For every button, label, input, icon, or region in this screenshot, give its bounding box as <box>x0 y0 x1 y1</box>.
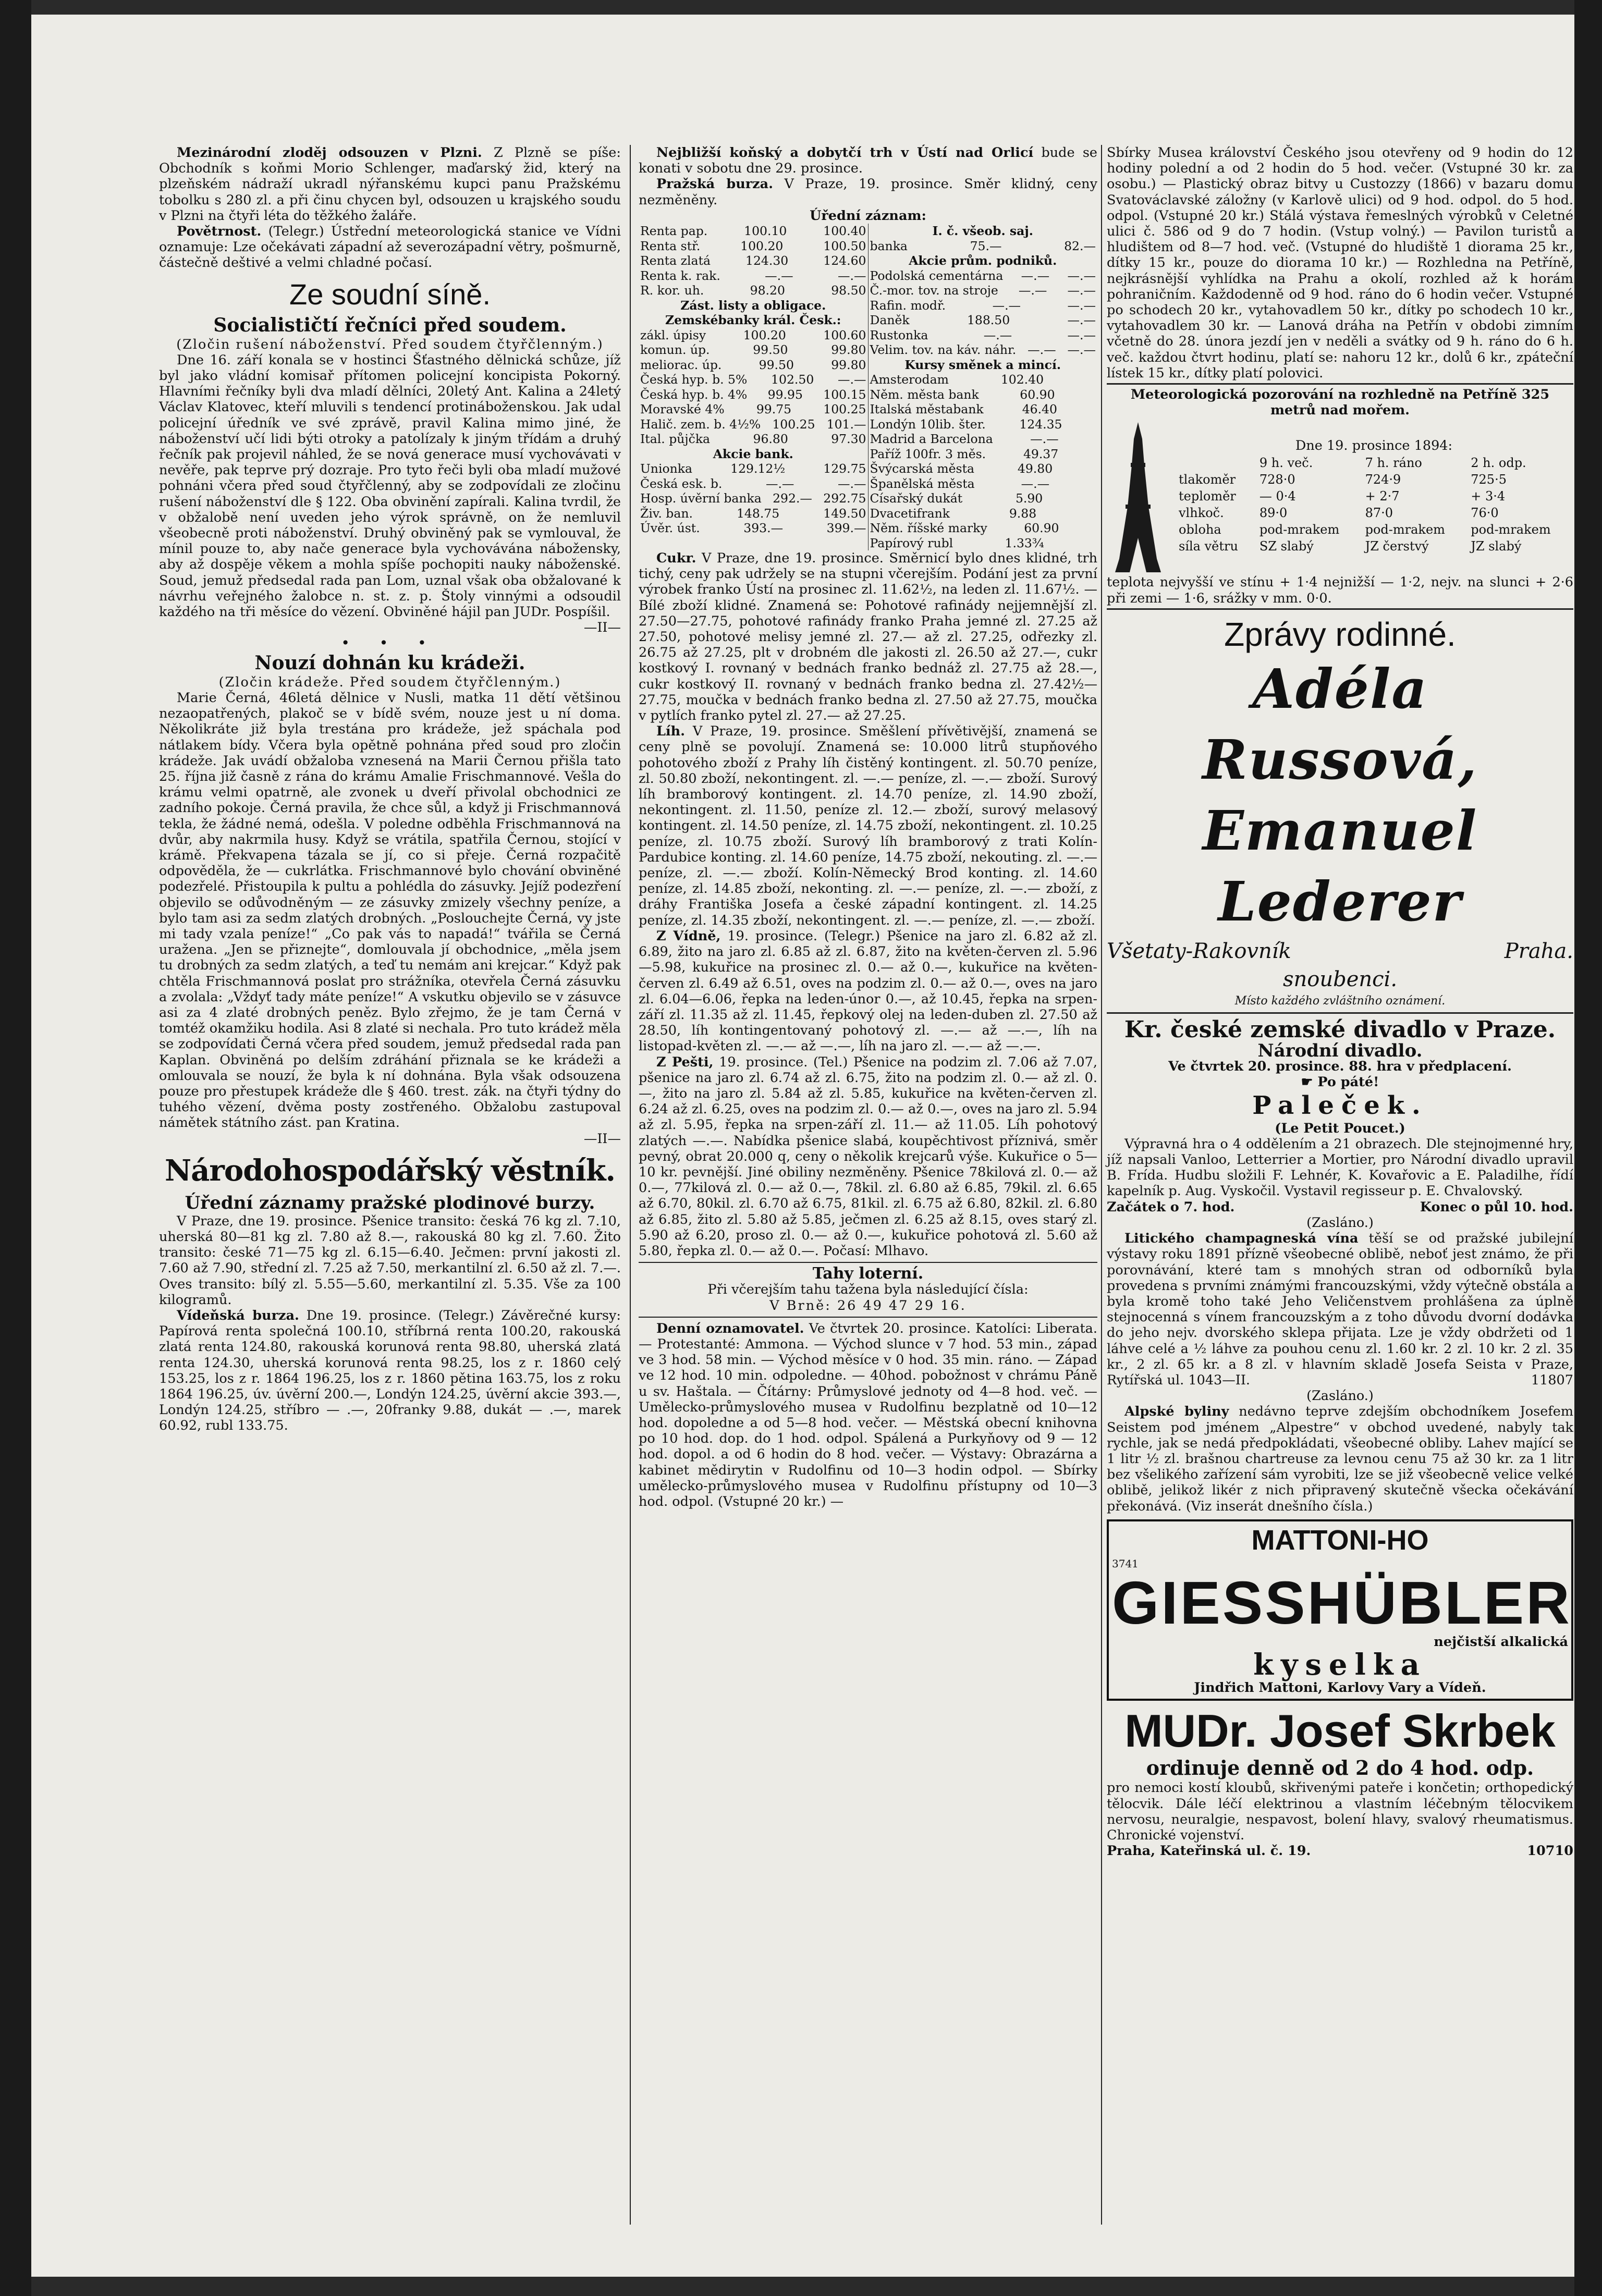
meteo-cell: teploměr <box>1179 488 1236 504</box>
theatre-date: Ve čtvrtek 20. prosince. 88. hra v předplacení. <box>1168 1059 1512 1075</box>
economy-heading: Národohospodářský věstník. <box>164 1153 616 1188</box>
prague-bourse <box>639 176 1097 207</box>
rate-left-row <box>640 387 866 402</box>
rate-left-cell: Česká hyp. b. 5% <box>640 372 748 387</box>
place-1: Všetaty-Rakovník <box>1107 939 1291 963</box>
rate-right-cell: Italská městabank <box>870 402 984 417</box>
rate-right-cell: Něm. říšské marky <box>870 521 987 536</box>
theatre-subtitle: Národní divadlo. <box>1257 1040 1423 1062</box>
rate-left-row <box>640 342 866 358</box>
rate-left-cell: 100.25 <box>772 416 815 432</box>
rate-left-cell: 99.95 <box>767 387 803 402</box>
rate-left-cell: 100.20 <box>743 327 786 342</box>
article-thief-title: Mezinárodní zloděj odsouzen v Plzni. <box>177 145 482 161</box>
meteo-hour-2: 7 h. ráno <box>1365 455 1422 470</box>
sugar-title: Cukr. <box>656 550 696 567</box>
rate-right-cell: Daněk <box>870 313 910 328</box>
rate-right-row <box>870 417 1096 432</box>
rate-left-cell: 99.80 <box>831 342 866 358</box>
rate-right-cell: Španělská města <box>870 476 975 491</box>
rate-left-row <box>640 313 866 328</box>
rate-right-cell: 82.— <box>1064 238 1096 253</box>
rate-left-cell: Zást. listy a obligace. <box>680 298 826 313</box>
rate-right-row <box>870 506 1096 521</box>
rate-left-row <box>640 239 866 254</box>
rate-left-cell: Renta zlatá <box>640 253 711 268</box>
rate-left-cell: Úvěr. úst. <box>640 521 700 536</box>
article-weather-title: Povětrnost. <box>177 224 262 240</box>
rate-left-cell: Moravské 4% <box>640 402 725 417</box>
rate-right-cell: —.— <box>992 298 1021 313</box>
rate-left-cell: 100.20 <box>740 238 784 253</box>
rate-right-cell: 1.33¾ <box>1005 535 1044 550</box>
meteo-hour-1: 9 h. več. <box>1259 455 1313 470</box>
rate-right-cell: Rafin. modř. <box>870 298 946 313</box>
pest-grain-title: Z Pešti, <box>656 1054 714 1070</box>
rate-right-cell: Amsterodam <box>870 372 949 387</box>
rate-right-cell: 49.80 <box>1017 461 1053 476</box>
meteo-extra: teplota nejvyšší ve stínu + 1·4 nejnižší — 1·2, nejv. na slunci + 2·6 při zemi — 1·6, srážky v mm. 0·0. <box>1107 574 1573 606</box>
rate-right-cell: Papírový rubl <box>870 535 953 550</box>
zaslano-1: (Zasláno.) <box>1306 1214 1374 1231</box>
rate-left-cell: 101.— <box>826 416 866 432</box>
court-heading: Ze soudní síně. <box>289 277 491 311</box>
ad-alpine <box>1107 1404 1573 1514</box>
theatre-title: Kr. české zemské divadlo v Praze. <box>1124 1016 1556 1043</box>
spirit-title: Líh. <box>656 723 686 740</box>
mattoni-number: 3741 <box>1112 1557 1139 1570</box>
meteo-row <box>1176 522 1572 537</box>
rate-left-cell: 292.75 <box>823 491 866 506</box>
separator-dots: • • • <box>341 634 439 652</box>
rate-right-cell: Č.-mor. tov. na stroje <box>870 283 998 298</box>
rate-left-cell: 100.40 <box>823 224 866 239</box>
lottery-numbers: V Brně: 26 49 47 29 16. <box>769 1297 967 1313</box>
article-thief-text: Z Plzně se píše: Obchodník s koňmi Morio Schlenger, maďarský žid, který na plzeňském nádraží ukradl nýřanskému kupci panu Pražskému tobolku s 280 zl. a při činu chycen byl, odsouzen u krajského soudu v Plzni na čtyři léta do těžkého žaláře. <box>159 145 621 224</box>
meteo-cell: 724·9 <box>1365 472 1401 487</box>
rate-right-cell: 60.90 <box>1020 387 1055 402</box>
lottery-text: Při včerejším tahu tažena byla následující čísla: <box>707 1282 1029 1298</box>
engaged-places <box>1107 937 1573 965</box>
rate-right-cell: 46.40 <box>1022 402 1057 417</box>
rate-right-cell: —.— <box>1030 432 1059 447</box>
rate-left-cell: 292.— <box>773 491 812 506</box>
vienna-grain-title: Z Vídně, <box>656 928 721 944</box>
rate-left-row <box>640 253 866 268</box>
rate-left-cell: meliorac. úp. <box>640 357 722 372</box>
ad-champagne-text: těší se od pražské jubilejní výstavy roku 1891 přízně všeobecné oblibě, neboť jest známo, že při porovnávání, které tam s mnohých stran od odborníků byla provedena s prvními známými francouzskými, vždy výtečně obstála a byla kromě toho také Jeho Veličenstvem prohlášena za úplně stejnocenná s vínem francouzským a z toho důvodu dvorní dodávka do jeho nejv. dvorského sklepa přijata. Lze je vždy obdržeti od 1 láhve celé a ½ láhve za pouhou cenu zl. 1.60 kr. 2 zl. 10 kr. 2 zl. 35 kr., 2 zl. 65 kr. a 8 zl. v hlavním skladě Josefa Seista v Praze, Rytířská ul. 1043—II. <box>1107 1231 1573 1388</box>
rate-left-cell: Renta k. rak. <box>640 268 720 283</box>
rate-right-row <box>870 461 1096 476</box>
rate-right-cell: 124.35 <box>1019 416 1062 432</box>
rate-left-cell: 99.50 <box>753 342 788 358</box>
doctor-number: 10710 <box>1527 1843 1573 1859</box>
meteo-cell: 76·0 <box>1471 505 1499 520</box>
rate-left-row <box>640 372 866 387</box>
rate-right-cell: I. č. všeob. saj. <box>932 224 1033 239</box>
rates-table-title: Úřední záznam: <box>810 207 926 224</box>
rate-left-cell: 100.60 <box>823 327 866 342</box>
rate-left-row <box>640 476 866 492</box>
meteo-table <box>1175 454 1573 555</box>
rate-right-cell: Londýn 10lib. šter. <box>870 416 986 432</box>
petrin-tower-icon <box>1107 418 1169 574</box>
column-rule-1 <box>630 145 631 2225</box>
rate-left-cell: —.— <box>838 268 866 283</box>
daily-notices <box>639 1321 1097 1509</box>
mattoni-ad <box>1107 1519 1573 1701</box>
family-news-heading: Zprávy rodinné. <box>1224 615 1456 653</box>
rate-right-row <box>870 313 1096 328</box>
rate-left-cell: Česká esk. b. <box>640 476 723 491</box>
rate-right-cell: —.— <box>1067 283 1096 298</box>
scan-edge-right <box>1574 0 1602 2296</box>
rate-right-cell: —.— <box>1028 342 1056 358</box>
vienna-grain-report <box>639 928 1097 1054</box>
rate-right-row <box>870 387 1096 402</box>
meteo-cell: 725·5 <box>1471 472 1507 487</box>
court-article-1-title: Socialističtí řečníci před soudem. <box>213 314 567 336</box>
sugar-text: V Praze, dne 19. prosince. Směrnicí bylo dnes klidné, trh tichý, ceny pak udržely se na stupni včerejším. Podání jest za první výrobek franko Ústí na prosinec zl. 11.62½, na leden zl. 11.67½. — Bílé zboží klidné. Znamená se: Pohotové rafinády nejjemnější zl. 27.50—27.75, pohotové rafinády franko Praha jemné zl. 27.25 až 27.50, pohotové melisy jemné zl. 27.— až zl. 27.25, odřezky zl. 26.75 až 27.25, plt v drobném dle jakosti zl. 26.50 až 27.—, cukr kostkový I. rovnaný v bednách franko bednáž zl. 27.75 až 28.—, cukr kostkový II. rovnaný v bednách franko bedna zl. 27.42½—27.75, moučka v bednách franko bedna zl. 27.50 až 27.75, moučka v pytlích franko pytel zl. 27.— až 27.25. <box>639 550 1097 724</box>
rate-left-cell: 399.— <box>826 521 866 536</box>
museum-notices: Sbírky Musea království Českého jsou otevřeny od 9 hodin do 12 hodiny polední a od 2 hodin do 5 hod. večer. (Vstupné 30 kr. za osobu.) — Plastický obraz bitvy u Custozzy (1866) v bazaru domu Svatováclavské záložny (v Karlově ulici) od 9 hod. odpol. do 5 hod. odpol. (Vstupné 20 kr.) Stálá výstava řemeslných výrobků v Celetné ulici č. 586 od 9 do 7 hodin. (Vstup volný.) — Pavilon turistů a hludištem od 8—7 hod. več. (Vstupné do hludiště 1 diorama 25 kr., dítky 15 kr., pouze do diorama 10 kr.) — Rozhledna na Petříně, nejkrásnější vyhlídka na Prahu a okolí, rozhled až k horám pohraničním. Každodenně od 9 hod. ráno do 6 hodin večer. Vstupné po schodech 20 kr., vytahovadlem 50 kr., dítky po schodech 10 kr., vytahovadlem 30 kr. — Lanová dráha na Petřín v obdobi zimním včetně do 28. února jezdí jen v neděli a svátky od 9 h. ráno do 6 h. več. každou čtvrt hodinu, platí se: nahoru 12 kr., dolů 6 kr., zpáteční lístek 15 kr., dítky platí polovici. <box>1107 145 1573 381</box>
rate-left-row <box>640 402 866 417</box>
rate-right-row <box>870 432 1096 447</box>
rate-right-cell: Švýcarská města <box>870 461 975 476</box>
vienna-bourse-text: Dne 19. prosince. (Telegr.) Závěrečné kursy: Papírová renta společná 100.10, stříbrná renta 100.20, rakouská zlatá renta 124.80, rakouská korunová renta 98.80, uherská zlatá renta 124.30, uherská korunová renta 98.25, los z r. 1860 celý 153.25, los z r. 1864 196.25, los z r. 1860 pětina 163.75, los z roku 1864 196.25, úv. úvěrní 200.—, Londýn 124.25, úvěrní akcie 393.—, Londýn 124.25, stříbro — .—, 20franky 9.88, dukát — .—, marek 60.92, rubl 133.75. <box>159 1308 621 1434</box>
meteo-cell: pod-mrakem <box>1259 522 1340 537</box>
rate-right-row <box>870 328 1096 343</box>
court-article-2-title: Nouzí dohnán ku krádeži. <box>254 652 525 674</box>
meteo-cell: 89·0 <box>1259 505 1288 520</box>
rate-left-cell: Renta stř. <box>640 238 701 253</box>
rate-right-cell: Císařský dukát <box>870 491 963 506</box>
engaged-label: snoubenci. <box>1282 967 1398 991</box>
rate-right-row <box>870 283 1096 298</box>
pest-grain-text: 19. prosince. (Tel.) Pšenice na podzim zl. 7.06 až 7.07, pšenice na jaro zl. 6.74 až zl. 6.75, žito na podzim zl. 0.— až zl. 0.—, žito na jaro zl. 5.84 až zl. 5.85, kukuřice na květen-červen zl. 6.24 až zl. 6.25, oves na podzim zl. 0.— až 0.—, oves na jaro zl. 5.94 až zl. 5.95, řepka na srpen-září zl. 11.— až 11.05. Líh pohotový zlatých —.—. Nabídka pšenice slabá, koupěchtivost příznivá, směr pevný, obrat 20.000 q, ceny o několik krejcarů výše. Kukuřice o 5—10 kr. pevnější. Jiné obiliny nezměněny. Pšenice 78kilová zl. 0.— až 0.—, 77kilová zl. 0.— až 0.—, 78kil. zl. 6.80 až 6.85, 79kil. zl. 6.65 až 6.70, 80kil. zl. 6.70 až 6.75, 81kil. zl. 6.75 až 6.80, 82kil. zl. 6.80 až 6.85, žito zl. 5.80 až 5.85, ječmen zl. 6.25 až 8.15, oves starý zl. 5.90 až 6.20, proso zl. 0.— až 0.—, kukuřice pohotová zl. 5.60 až 5.80, řepka zl. 0.— až 0.—. Počasí: Mlhavo. <box>639 1054 1097 1259</box>
rate-left-cell: 96.80 <box>753 432 788 447</box>
meteo-cell: pod-mrakem <box>1365 522 1445 537</box>
rate-right-cell: Akcie prům. podniků. <box>909 253 1057 268</box>
rate-left-cell: 124.30 <box>745 253 789 268</box>
vienna-bourse <box>159 1308 621 1434</box>
rate-left-cell: 100.25 <box>823 402 866 417</box>
rate-right-cell: Kursy směnek a mincí. <box>904 357 1061 372</box>
rate-right-cell: Velim. tov. na káv. náhr. <box>870 342 1017 358</box>
court-article-2-text: Marie Černá, 46letá dělnice v Nusli, matka 11 dětí většinou nezaopatřených, plakoč se v bídě svém, nouze jest u ní doma. Několikráte již byla trestána pro krádeže, jež spáchala pod nátlakem bídy. Včera byla opětně pohnána před soud pro zločin krádeže. Jak uvádí obžaloba vznesená na Marii Černou přišla tato 25. října již časně z rána do krámu Amalie Frischmannové. Vešla do krámu velmi opatrně, ale zvonek u dveří přivolal obchodnici ze zadního pokoje. Černá pravila, že chce sůl, a když ji Frischmannová tekla, že žádné nemá, odešla. V poledne odběhla Frischmannová na dvůr, aby nakrmila husy. Když se vrátila, spatřila Černou, stojící v krámě. Překvapena tázala se jí, co si přeje. Černá rozpačitě odpověděla, že — cukrlátka. Frischmannové bylo chování obviněné podezřelé. Přistoupila k pultu a pohlédla do zásuvky. Jejíž podezření objevilo se odůvodněným — ze zásuvky zmizely všechny peníze, a bylo tam asi za sedm zlatých drobných. „Poslouchejte Černá, vy jste mi tady vzala peníze!“ „Co pak vás to napadá!“ tvářila se Černá uražena. „Jen se přiznejte“, domlouvala jí obchodnice, „měla jsem tu drobných za sedm zlatých, a teď tu nemám ani krejcar.“ Když pak chtěla Frischmannová poslat pro strážníka, otevřela Černá zásuvku a zvolala: „Vždyť tady máte peníze!“ A vskutku objevilo se v zásuvce asi za 4 zlaté drobných peněz. Bylo zřejmo, že je tam Černá v tomtéž okamžiku hodila. Asi 8 zlaté si nechala. Pro tuto krádež měla se zodpovídati Černá včera před soudem, jemuž předsedal rada pan Kaplan. Obviněná po delším zdráhání přiznala se ke krádeži a omlouvala se nouzí, že byla k ní dohnána. Byla však odsouzena pouze pro přestupek krádeže dle § 460. trest. zák. na čtyři týdny do tuhého vězení, dvěma posty zostřeného. Obžalobu zastupoval námětek státního zást. pan Kratina. <box>159 690 621 1131</box>
rate-left-cell: 99.75 <box>756 402 792 417</box>
rate-left-cell: 124.60 <box>823 253 866 268</box>
rate-left-cell: Zemskébanky král. Česk.: <box>665 313 841 328</box>
theatre-end: Konec o půl 10. hod. <box>1420 1199 1573 1215</box>
place-2: Praha. <box>1504 939 1573 963</box>
rate-left-cell: R. kor. uh. <box>640 283 704 298</box>
rate-right-cell: Podolská cementárna <box>870 268 1004 283</box>
rate-right-row <box>870 476 1096 492</box>
rate-left-cell: —.— <box>838 372 866 387</box>
doctor-address: Praha, Kateřinská ul. č. 19. <box>1107 1843 1311 1859</box>
rate-right-cell: —.— <box>1067 313 1096 328</box>
economy-subheading: Úřední záznamy pražské plodinové burzy. <box>185 1192 595 1213</box>
court-article-1-end: —II— <box>583 620 621 636</box>
ad-champagne-title: Litického champagneská vína <box>1124 1231 1359 1247</box>
doctor-name: MUDr. Josef Skrbek <box>1124 1705 1556 1757</box>
rate-left-cell: 98.20 <box>750 283 785 298</box>
rate-left-cell: 129.12½ <box>730 461 786 476</box>
horse-market-title: Nejbližší koňský a dobytčí trh v Ústí nad Orlicí <box>656 145 1034 161</box>
rate-left-row <box>640 224 866 239</box>
rate-left-row <box>640 491 866 506</box>
ad-champagne <box>1107 1231 1573 1388</box>
rate-right-cell: 9.88 <box>1009 506 1037 521</box>
meteo-cell: SZ slabý <box>1259 538 1314 554</box>
daily-notices-title: Denní oznamovatel. <box>656 1320 804 1336</box>
engaged-note: Místo každého zvláštního oznámení. <box>1234 994 1446 1008</box>
rate-right-cell: banka <box>870 238 908 253</box>
court-article-1-text: Dne 16. září konala se v hostinci Šťastného dělnická schůze, jíž byl jako vládní komisař přítomen policejní koncipista Pokorný. Hlavními řečníky byli dva mladí dělníci, 20letý Ant. Kalina a 24letý Václav Klatovec, kteří mluvili s tendencí protináboženskou. Jak udal policejní úředník ve své zprávě, pravil Kalina mimo jiné, že náboženství učí lidi býti otroky a patolízaly k jiným třídám a druhý řečník pak projevil náhled, že se nová generace musí vychovávati v nevěře, pak teprve prý dozraje. Pro tyto řeči byli oba mladí mužové pohnáni včera před soud čtyřčlenný, aby se zodpovídali ze zločinu rušení náboženství dle § 122. Oba obvinění zapírali. Kalina tvrdil, že v obžalobě není uveden jeho výrok správně, on že nemluvil všeobecně proti náboženství. Druhý obviněný pak se vymlouval, že mínil pouze to, aby nače generace byla vychovávána nábožensky, aby až dospěje věkem a mohla spíše pochopiti nauky náboženské. Soud, jemuž předsedal rada pan Lom, uznal však oba obžalované k návrhu veřejného žalobce n. st. z. p. Štoly vinnými a odsoudil každého na tři měsíce do vězení. Obviněné hájil pan JUDr. Pospíšil. <box>159 352 621 620</box>
rate-left-cell: Akcie bank. <box>713 446 793 461</box>
spirit-report <box>639 723 1097 928</box>
rate-right-cell: Něm. města bank <box>870 387 979 402</box>
doctor-hours: ordinuje denně od 2 do 4 hod. odp. <box>1146 1756 1534 1780</box>
article-thief <box>159 145 621 224</box>
rate-right-cell: Rustonka <box>870 327 928 342</box>
kyselka-note: nejčistší alkalická <box>1434 1634 1568 1650</box>
ad-alpine-text: nedávno teprve zdejším obchodníkem Josefem Seistem pod jménem „Alpestre“ v obchod uvedené, nabyly tak rychle, jak se nedá předpokládati, všeobecné obliby. Lahev mající se 1 litr ½ zl. brašnou chartreuse za levnou cenu 75 až 30 kr. za 1 litr bez všelikého zařízení sám vyrobiti, lze se již všeobecně velice velké oblibě, jelikož likér z nich připravený skutečně všecka očekávání překonává. (Viz inserát dnešního čísla.) <box>1107 1404 1574 1514</box>
rate-left-cell: 149.50 <box>823 506 866 521</box>
rate-right-row <box>870 536 1096 551</box>
meteo-cell: vlhkoč. <box>1179 505 1224 520</box>
rate-left-cell: komun. úp. <box>640 342 710 358</box>
engaged-name-2: Emanuel Lederer <box>1202 798 1478 934</box>
meteo-cell: — 0·4 <box>1259 488 1296 504</box>
rate-right-cell: —.— <box>1067 327 1096 342</box>
rate-right-row <box>870 253 1096 268</box>
meteo-row <box>1176 505 1572 521</box>
play-text: Výpravná hra o 4 oddělením a 21 obrazech. Dle stejnojmenné hry, jíž napsali Vanloo, Letterrier a Mortier, pro Národní divadlo upravil B. Frída. Hudbu složili F. Lehnér, K. Kovařovic a E. Paladilhe, řídí kapelník p. Aug. Vyskočil. Vystavil regisseur p. E. Chvalovský. <box>1107 1136 1573 1199</box>
rate-right-row <box>870 372 1096 387</box>
meteo-cell: tlakoměr <box>1179 472 1236 487</box>
column-1 <box>159 145 621 1434</box>
theatre-first-label: Po páté! <box>1317 1074 1379 1090</box>
play-title: Paleček. <box>1252 1090 1428 1120</box>
rates-table <box>639 224 1097 550</box>
meteo-cell: JZ slabý <box>1471 538 1522 554</box>
rate-left-row <box>640 283 866 298</box>
court-article-2-end: —II— <box>583 1131 621 1147</box>
rates-left <box>639 224 868 550</box>
rate-left-cell: 100.10 <box>744 224 787 239</box>
rate-left-cell: 99.50 <box>759 357 794 372</box>
prague-bourse-text: V Praze, 19. prosince. Směr klidný, ceny nezměněny. <box>639 176 1098 208</box>
rate-right-cell: 49.37 <box>1023 446 1059 461</box>
prague-bourse-title: Pražská burza. <box>656 176 774 192</box>
rate-right-cell: —.— <box>1067 268 1096 283</box>
ad-champagne-number: 11807 <box>1531 1372 1573 1388</box>
rate-left-row <box>640 268 866 284</box>
rate-left-cell: Česká hyp. b. 4% <box>640 387 748 402</box>
rate-left-row <box>640 432 866 447</box>
meteo-data <box>1175 438 1573 555</box>
rate-right-cell: —.— <box>1021 268 1050 283</box>
horse-market-text: bude se konati v sobotu dne 29. prosince. <box>639 145 1097 177</box>
rate-right-cell: Paříž 100fr. 3 měs. <box>870 446 986 461</box>
doctor-text: pro nemoci kostí kloubů, skřivenými pateře i končetin; orthopedický tělocvik. Dále léčí elektrinou a vlastním léčebným tělocvikem nervosu, neuralgie, nespavost, bolení hlavy, svalový rheumatismus. Chronické vojenství. <box>1107 1780 1573 1843</box>
column-rule-2 <box>1101 145 1102 2225</box>
rate-right-cell: —.— <box>1018 283 1047 298</box>
court-article-1-subtitle: (Zločin rušení náboženství. Před soudem čtyřčlenným.) <box>176 336 604 352</box>
rate-right-cell: Dvacetifrank <box>870 506 950 521</box>
rate-right-cell: 188.50 <box>967 313 1010 328</box>
rate-left-cell: 102.50 <box>771 372 814 387</box>
doctor-address-row <box>1107 1843 1573 1859</box>
scan-edge-left <box>0 0 31 2296</box>
theatre-times <box>1107 1199 1573 1215</box>
rate-right-cell: —.— <box>1021 476 1050 491</box>
ad-alpine-title: Alpské byliny <box>1124 1404 1229 1420</box>
rate-right-cell: —.— <box>1067 342 1096 358</box>
meteo-row <box>1176 488 1572 504</box>
meteo-row <box>1176 472 1572 487</box>
economy-text: V Praze, dne 19. prosince. Pšenice transito: česká 76 kg zl. 7.10, uherská 80—81 kg zl. 7.80 až 8.—, rakouská 80 kg zl. 7.60. Žito transito: české 71—75 kg zl. 6.15—6.40. Ječmen: první jakosti zl. 7.60 až 7.90, střední zl. 7.25 až 7.50, merkantilní zl. 6.50 až zl. 7.—. Oves transito: bílý zl. 5.55—5.60, merkantilní zl. 5.35. Vše za 100 kilogramů. <box>159 1213 621 1308</box>
rate-left-cell: 97.30 <box>831 432 866 447</box>
rate-left-cell: 100.50 <box>823 238 866 253</box>
meteo-cell: síla větru <box>1179 538 1238 554</box>
article-weather-text: (Telegr.) Ústřední meteorologická stanice ve Vídni oznamuje: Lze očekávati západní až severozápadní větry, pošmurně, částečně deštivé a velmi chladné počasí. <box>159 224 621 271</box>
rate-right-row <box>870 239 1096 254</box>
rate-left-cell: 393.— <box>743 521 784 536</box>
rate-left-cell: 100.15 <box>823 387 866 402</box>
mattoni-address: Jindřich Mattoni, Karlovy Vary a Vídeň. <box>1194 1680 1486 1696</box>
rate-left-cell: 98.50 <box>831 283 866 298</box>
rate-left-cell: Živ. ban. <box>640 506 693 521</box>
rate-right-cell: —.— <box>1067 298 1096 313</box>
rate-right-row <box>870 447 1096 462</box>
play-original: (Le Petit Poucet.) <box>1275 1120 1405 1136</box>
court-article-2-subtitle: (Zločin krádeže. Před soudem čtyřčlenným.) <box>218 674 561 690</box>
vienna-grain-text: 19. prosince. (Telegr.) Pšenice na jaro zl. 6.82 až zl. 6.89, žito na jaro zl. 6.85 až zl. 6.87, žito na květen-červen zl. 5.96—5.98, kukuřice na prosinec zl. 0.— až 0.—, kukuřice na květen-červen zl. 6.49 až 6.51, oves na podzim zl. 0.— až 0.—, oves na jaro zl. 6.04—6.06, řepka na leden-únor 0.—, až 10.45, řepka na srpen-září zl. 11.35 až zl. 11.45, řepkový olej na leden-duben zl. 27.50 až 28.50, líh kontingentovaný pohotový zl. —.— až —.—, líh na listopad-květen zl. —.— až —.—, líh na jaro zl. —.— až —.—. <box>639 928 1098 1054</box>
rate-right-cell: —.— <box>983 327 1012 342</box>
column-3 <box>1107 145 1573 1859</box>
rate-right-cell: 75.— <box>970 238 1002 253</box>
rate-right-row <box>870 491 1096 506</box>
rate-left-cell: —.— <box>765 476 794 491</box>
rate-left-cell: Hosp. úvěrní banka <box>640 491 762 506</box>
rate-left-cell: Unionka <box>640 461 692 476</box>
rate-right-cell: 5.90 <box>1015 491 1043 506</box>
rates-right <box>868 224 1097 550</box>
rate-left-cell: —.— <box>765 268 793 283</box>
meteo-row <box>1176 538 1572 554</box>
rate-right-row <box>870 268 1096 284</box>
meteo-title: Meteorologická pozorování na rozhledně na Petříně 325 metrů nad mořem. <box>1130 387 1550 419</box>
rate-right-cell: 60.90 <box>1024 521 1059 536</box>
rate-left-cell: 129.75 <box>823 461 866 476</box>
lottery-title: Tahy loterní. <box>812 1264 924 1283</box>
kyselka-wordmark: kyselka <box>1253 1648 1427 1683</box>
vienna-bourse-title: Vídeňská burza. <box>177 1308 299 1323</box>
theatre-start: Začátek o 7. hod. <box>1107 1199 1235 1215</box>
meteo-date: Dne 19. prosince 1894: <box>1295 438 1453 454</box>
engaged-name-1: Adéla Russová, <box>1202 656 1478 792</box>
theatre-first <box>1107 1074 1573 1090</box>
rate-left-cell: zákl. úpisy <box>640 327 706 342</box>
rate-right-cell: 102.40 <box>1000 372 1044 387</box>
meteo-cell: JZ čerstvý <box>1365 538 1429 554</box>
rate-left-cell: Ital. půjčka <box>640 432 711 447</box>
rate-left-row <box>640 298 866 313</box>
rate-left-cell: Renta pap. <box>640 224 708 239</box>
newspaper-page <box>31 15 1574 2277</box>
meteo-hour-3: 2 h. odp. <box>1471 455 1526 470</box>
rate-left-cell: 99.80 <box>831 357 866 372</box>
meteo-cell: 87·0 <box>1365 505 1393 520</box>
spirit-text: V Praze, 19. prosince. Směšlení přívětivější, znamená se ceny plně se povolují. Znamená se: 10.000 litrů stupňového pohotového zboží z Prahy líh čistěný kontingent. zl. 50.70 peníze, zl. 50.80 zboží, nekontingent. zl. —.— peníze, zl. —.— zboží. Surový líh bramborový kontingent. zl. 14.70 peníze, zl. 14.90 zboží, nekontingent. zl. 11.50, peníze zl. 12.— zboží, surový melasový kontingent. zl. 14.50 peníze, zl. 14.75 zboží, nekontingent. zl. 10.25 peníze, zl. 10.75 zboží. Surový líh bramborový z trati Kolín-Pardubice konting. zl. 14.60 peníze, 14.75 zboží, nekouting. zl. —.— peníze, zl. —.— zboží. Kolín-Německý Brod konting. zl. 14.60 peníze, zl. 14.85 zboží, nekonting. zl. —.— peníze, zl. —.— zboží, z dráhy Františka Josefa a české západní kontingent. zl. 14.25 peníze, zl. 14.35 zboží, nekontingent. zl. —.— peníze, zl. —.— zboží. <box>639 723 1097 928</box>
meteo-cell: + 3·4 <box>1471 488 1506 504</box>
rate-left-row <box>640 417 866 432</box>
rate-left-row <box>640 521 866 536</box>
rate-right-cell: Madrid a Barcelona <box>870 432 993 447</box>
giesshubler-wordmark: GIESSHÜBLER <box>1112 1568 1572 1637</box>
rate-right-row <box>870 224 1096 239</box>
rate-right-row <box>870 298 1096 313</box>
mattoni-top: MATTONI-HO <box>1251 1524 1429 1556</box>
pointing-hand-icon: ☛ <box>1301 1074 1318 1090</box>
rate-right-row <box>870 358 1096 373</box>
daily-notices-text: Ve čtvrtek 20. prosince. Katolíci: Liberata. — Protestanté: Ammona. — Východ slunce v 7 hod. 53 min., západ ve 3 hod. 58 min. — Východ měsíce v 0 hod. 35 min. ráno. — Západ ve 12 hod. 10 min. odpoledne. — 40hod. pobožnost v chrámu Páně u sv. Haštala. — Čítárny: Průmyslové jednoty od 4—8 hod. več. — Umělecko-průmyslového musea v Rudolfinu bezplatně od 10—12 hod. dopoledne a od 5—8 hod. večer. — Městská obecní knihovna po 10 hod. dop. do 1 hod. odpol. Spálená a Purkyňovy od 9 — 12 hod. dopol. a od 6 hodin do 8 hod. večer. — Výstavy: Obrazárna a kabinet mědirytin v Rudolfinu od 10—3 hodin odpol. — Sbírky umělecko-průmyslového musea v Rudolfinu přístupny od 10—3 hod. odpol. (Vstupné 20 kr.) — <box>639 1320 1097 1509</box>
horse-market <box>639 145 1097 176</box>
rate-left-row <box>640 328 866 343</box>
meteo-block <box>1107 418 1573 574</box>
sugar-report <box>639 550 1097 723</box>
zaslano-2: (Zasláno.) <box>1306 1388 1374 1404</box>
rate-right-row <box>870 402 1096 417</box>
meteo-cell: obloha <box>1179 522 1221 537</box>
rate-left-row <box>640 506 866 521</box>
rate-left-row <box>640 358 866 373</box>
rate-left-cell: Halič. zem. b. 4½% <box>640 416 761 432</box>
rate-left-cell: —.— <box>838 476 866 491</box>
rate-left-row <box>640 447 866 462</box>
article-weather <box>159 224 621 271</box>
rate-left-row <box>640 461 866 476</box>
meteo-cell: + 2·7 <box>1365 488 1400 504</box>
meteo-cell: 728·0 <box>1259 472 1295 487</box>
meteo-cell: pod-mrakem <box>1471 522 1551 537</box>
rate-right-row <box>870 342 1096 358</box>
rate-left-cell: 148.75 <box>736 506 780 521</box>
pest-grain-report <box>639 1054 1097 1259</box>
column-2 <box>639 145 1097 1509</box>
rate-right-row <box>870 521 1096 536</box>
